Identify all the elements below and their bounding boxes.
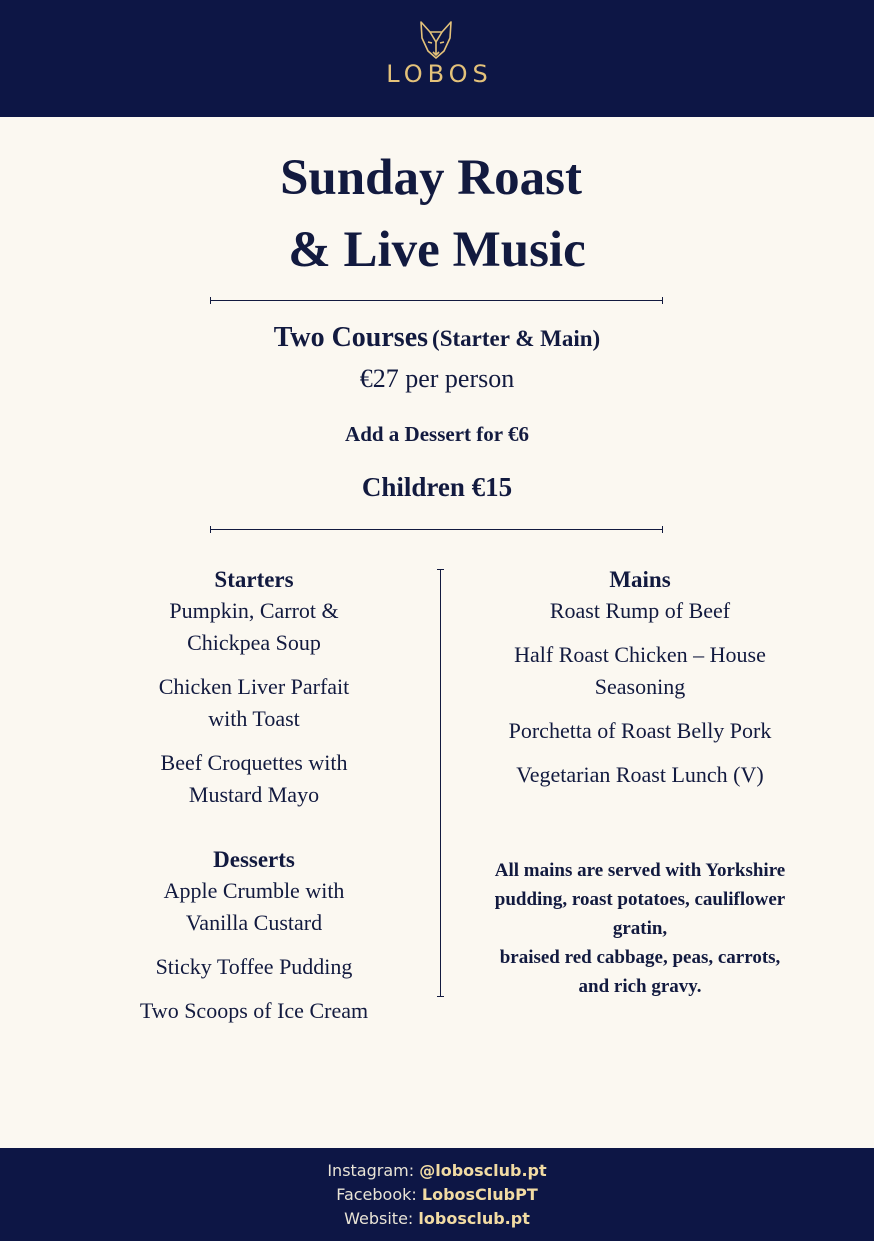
desserts-section <box>104 845 404 1039</box>
courses-detail: (Starter & Main) <box>432 326 601 351</box>
menu-item: Porchetta of Roast Belly Pork <box>508 718 772 743</box>
header-banner <box>0 0 874 117</box>
website-label: Website: <box>344 1209 414 1228</box>
dessert-addon: Add a Dessert for €6 <box>345 422 529 446</box>
mains-heading: Mains <box>609 567 671 592</box>
menu-item: Pumpkin, Carrot & Chickpea Soup <box>169 598 339 655</box>
footer-banner <box>0 1148 874 1241</box>
menu-item: Half Roast Chicken – House Seasoning <box>514 642 766 699</box>
divider-top <box>210 300 663 301</box>
facebook-label: Facebook: <box>336 1185 417 1204</box>
column-divider <box>440 569 441 997</box>
menu-item: Apple Crumble with Vanilla Custard <box>163 878 345 935</box>
menu-item: Two Scoops of Ice Cream <box>139 998 369 1023</box>
mains-section <box>470 565 810 803</box>
divider-bottom <box>210 529 663 530</box>
menu-item: Beef Croquettes with Mustard Mayo <box>160 750 348 807</box>
price-per-person: €27 per person <box>359 364 515 393</box>
title-line-2: & Live Music <box>288 222 586 278</box>
facebook-handle: LobosClubPT <box>421 1185 538 1204</box>
menu-item: Vegetarian Roast Lunch (V) <box>516 762 764 787</box>
menu-item: Roast Rump of Beef <box>549 598 731 623</box>
brand-name: LOBOS <box>386 60 493 88</box>
courses-label: Two Courses <box>273 322 429 353</box>
wolf-head-icon <box>417 20 455 60</box>
starters-section <box>104 565 404 823</box>
courses-line <box>0 322 874 354</box>
children-price: Children €15 <box>361 472 513 502</box>
facebook-line <box>0 1183 874 1207</box>
instagram-handle: @lobosclub.pt <box>419 1161 547 1180</box>
desserts-heading: Desserts <box>213 847 295 872</box>
starters-heading: Starters <box>214 567 294 592</box>
mains-note: All mains are served with Yorkshire pudding, roast potatoes, cauliflower gratin, braised red cabbage, peas, carrots, and rich gravy. <box>494 860 786 997</box>
instagram-label: Instagram: <box>327 1161 415 1180</box>
menu-item: Sticky Toffee Pudding <box>155 954 353 979</box>
website-url: lobosclub.pt <box>418 1209 530 1228</box>
menu-item: Chicken Liver Parfait with Toast <box>158 674 350 731</box>
instagram-line <box>0 1159 874 1183</box>
title-line-1: Sunday Roast <box>280 150 582 206</box>
website-line <box>0 1207 874 1231</box>
